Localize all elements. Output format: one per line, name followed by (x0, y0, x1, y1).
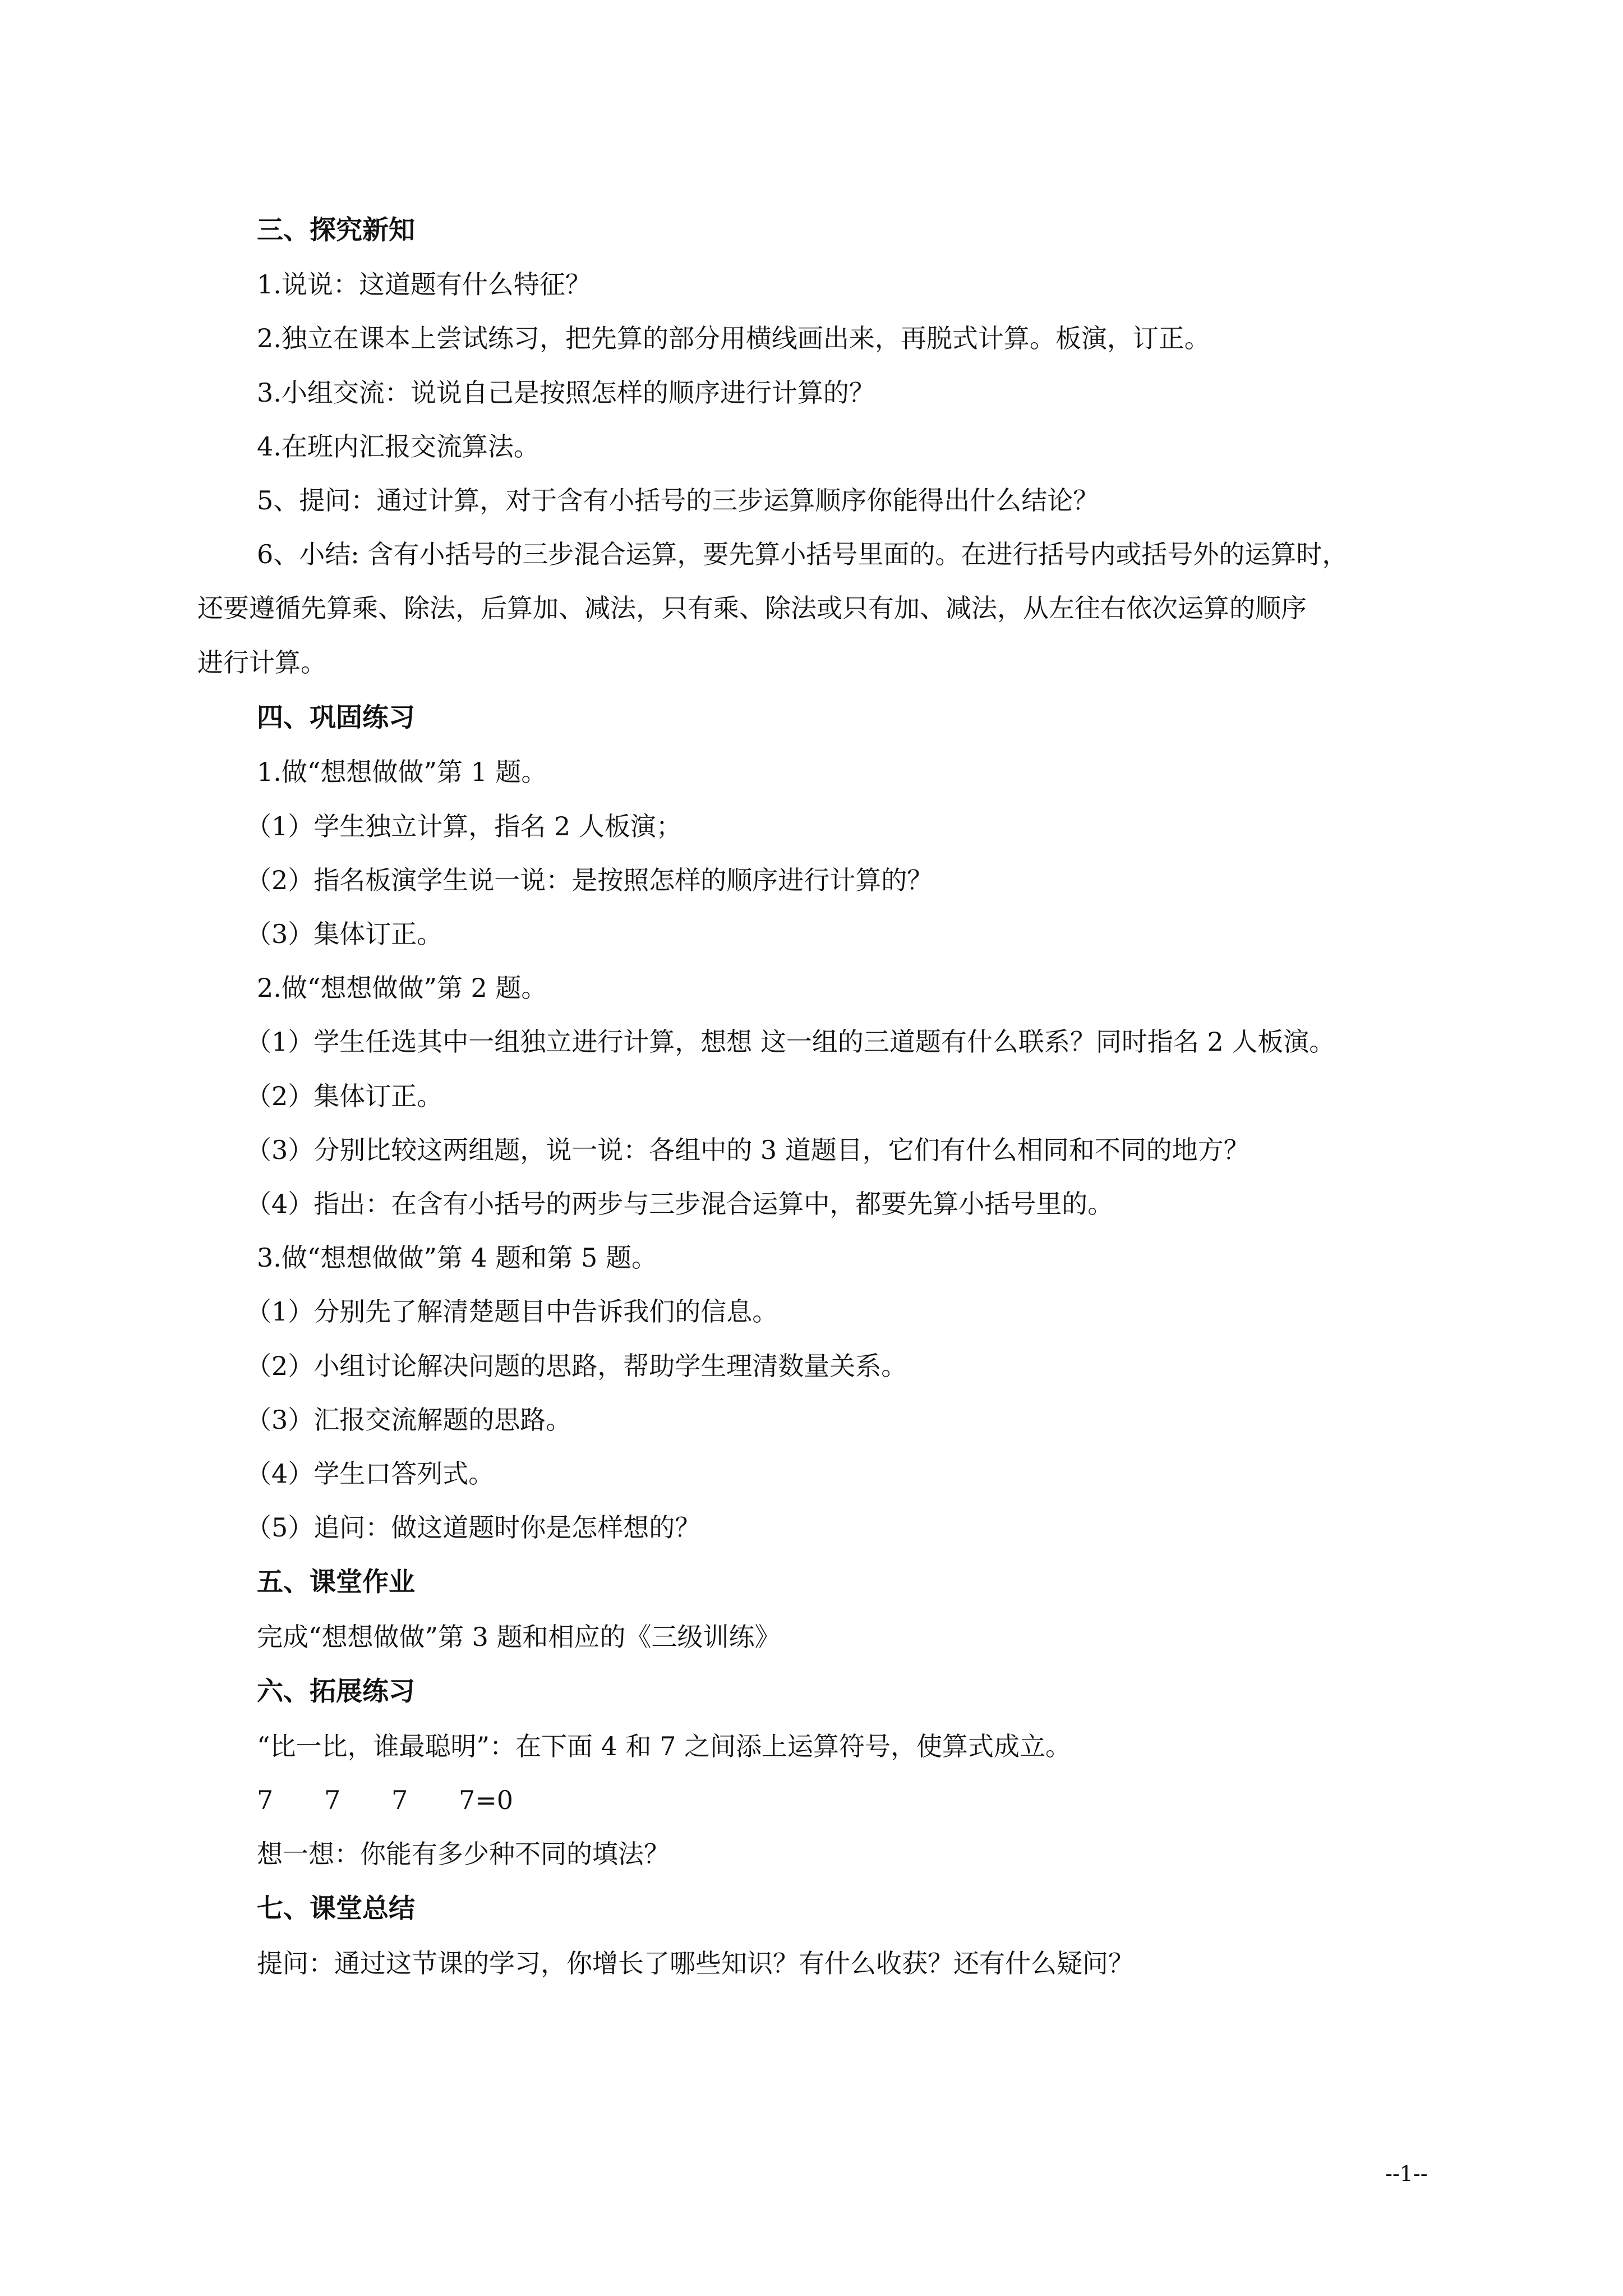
explore-item-5: 5、提问：通过计算，对于含有小括号的三步运算顺序你能得出什么结论？ (257, 485, 1099, 516)
extension-question: 想一想：你能有多少种不同的填法？ (257, 1839, 670, 1869)
section-heading-homework: 五、课堂作业 (257, 1567, 415, 1598)
formula-term-3: 7 (391, 1785, 408, 1815)
practice-q1-step-3: （3）集体订正。 (246, 919, 443, 949)
formula-term-2: 7 (324, 1785, 341, 1815)
formula-term-1: 7 (257, 1785, 274, 1815)
page-number: --1-- (1385, 2161, 1428, 2186)
practice-q2-step-2: （2）集体订正。 (246, 1081, 443, 1111)
extension-text: “比一比，谁最聪明”：在下面 4 和 7 之间添上运算符号，使算式成立。 (257, 1731, 1072, 1761)
practice-q1-title: 1.做“想想做做”第 1 题。 (257, 757, 547, 787)
section-heading-practice: 四、巩固练习 (257, 702, 415, 733)
practice-q3-step-1: （1）分别先了解清楚题目中告诉我们的信息。 (246, 1296, 778, 1327)
section-heading-explore: 三、探究新知 (257, 215, 415, 246)
practice-q1-step-1: （1）学生独立计算，指名 2 人板演； (246, 811, 682, 841)
explore-item-4: 4.在班内汇报交流算法。 (257, 431, 540, 462)
practice-q3-step-5: （5）追问：做这道题时你是怎样想的？ (246, 1512, 701, 1543)
summary-line-1: 6、小结: 含有小括号的三步混合运算，要先算小括号里面的。在进行括号内或括号外的运算时， (257, 539, 1348, 569)
extension-formula (257, 1783, 513, 1817)
summary-line-3: 进行计算。 (197, 647, 326, 678)
explore-item-1: 1.说说：这道题有什么特征？ (257, 269, 591, 300)
practice-q2-step-4: （4）指出：在含有小括号的两步与三步混合运算中，都要先算小括号里的。 (246, 1189, 1114, 1219)
practice-q1-step-2: （2）指名板演学生说一说：是按照怎样的顺序进行计算的？ (246, 865, 933, 895)
summary-line-2: 还要遵循先算乘、除法，后算加、减法，只有乘、除法或只有加、减法，从左往右依次运算的顺序 (197, 593, 1307, 623)
explore-item-3: 3.小组交流：说说自己是按照怎样的顺序进行计算的？ (257, 378, 875, 408)
practice-q3-step-2: （2）小组讨论解决问题的思路，帮助学生理清数量关系。 (246, 1351, 907, 1381)
practice-q3-step-3: （3）汇报交流解题的思路。 (246, 1405, 572, 1435)
practice-q3-step-4: （4）学生口答列式。 (246, 1458, 495, 1489)
explore-item-2: 2.独立在课本上尝试练习，把先算的部分用横线画出来，再脱式计算。板演，订正。 (257, 323, 1210, 353)
homework-text: 完成“想想做做”第 3 题和相应的《三级训练》 (257, 1622, 781, 1652)
practice-q2-step-1: （1）学生任选其中一组独立进行计算，想想 这一组的三道题有什么联系？同时指名 2 人板演。 (246, 1027, 1335, 1057)
summary-question: 提问：通过这节课的学习，你增长了哪些知识？有什么收获？还有什么疑问？ (257, 1948, 1134, 1978)
formula-term-4: 7=0 (459, 1785, 514, 1815)
section-heading-summary: 七、课堂总结 (257, 1893, 415, 1924)
section-heading-extension: 六、拓展练习 (257, 1676, 415, 1707)
practice-q2-step-3: （3）分别比较这两组题，说一说：各组中的 3 道题目，它们有什么相同和不同的地方？ (246, 1135, 1249, 1165)
practice-q3-title: 3.做“想想做做”第 4 题和第 5 题。 (257, 1243, 657, 1273)
practice-q2-title: 2.做“想想做做”第 2 题。 (257, 973, 547, 1003)
